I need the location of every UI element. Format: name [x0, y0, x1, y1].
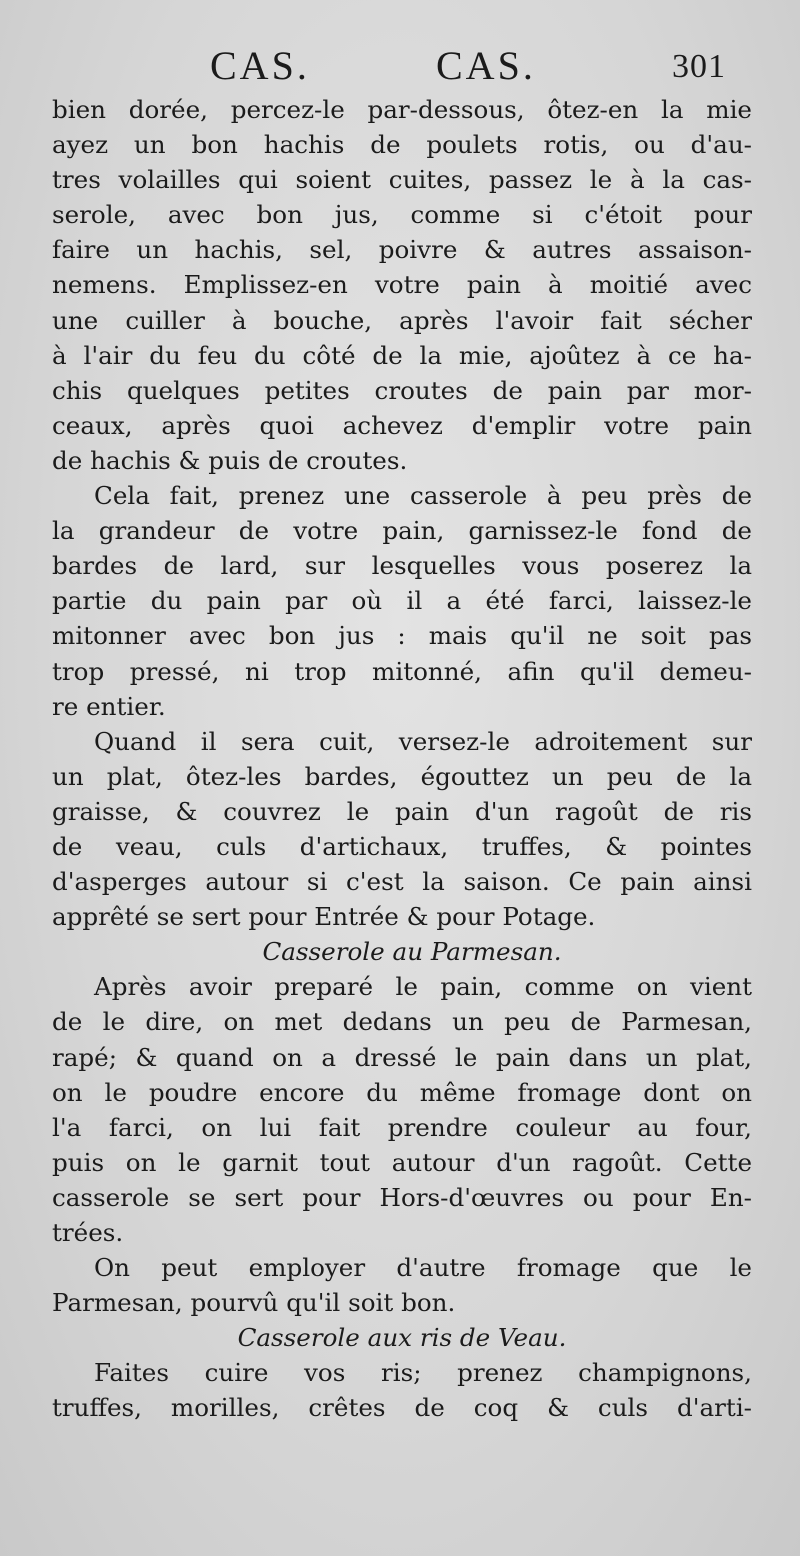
text-line: de le dire, on met dedans un peu de Parmesan, — [52, 1007, 752, 1037]
text-line: casserole se sert pour Hors-d'œuvres ou pour En- — [52, 1182, 752, 1212]
text-line: l'a farci, on lui fait prendre couleur au four, — [52, 1112, 752, 1142]
text-line: une cuiller à bouche, après l'avoir fait sécher — [52, 305, 752, 335]
text-line: partie du pain par où il a été farci, laissez-le — [52, 586, 752, 616]
text-line: mitonner avec bon jus : mais qu'il ne soit pas — [52, 621, 752, 651]
text-line: d'asperges autour si c'est la saison. Ce pain ainsi — [52, 867, 752, 897]
page-number: 301 — [672, 48, 726, 85]
header-left-word: CAS. — [210, 43, 310, 88]
text-line: nemens. Emplissez-en votre pain à moitié avec — [52, 270, 752, 300]
text-line: à l'air du feu du côté de la mie, ajoûtez à ce ha- — [52, 340, 752, 370]
text-line: un plat, ôtez-les bardes, égouttez un peu de la — [52, 761, 752, 791]
page-body-text — [52, 92, 752, 1426]
text-line: graisse, & couvrez le pain d'un ragoût de ris — [52, 796, 752, 826]
text-line: faire un hachis, sel, poivre & autres assaison- — [52, 235, 752, 265]
header-right-word: CAS. — [436, 43, 536, 88]
text-line: trop pressé, ni trop mitonné, afin qu'il demeu- — [52, 656, 752, 686]
text-line: apprêté se sert pour Entrée & pour Potage. — [52, 902, 596, 932]
text-line: ceaux, après quoi achevez d'emplir votre pain — [52, 410, 752, 440]
text-line: Parmesan, pourvû qu'il soit bon. — [52, 1288, 456, 1318]
section-title: Casserole aux ris de Veau. — [237, 1323, 567, 1353]
text-line: la grandeur de votre pain, garnissez-le fond de — [52, 516, 752, 546]
text-line: re entier. — [52, 691, 166, 721]
text-line: Faites cuire vos ris; prenez champignons, — [94, 1358, 752, 1388]
text-line: tres volailles qui soient cuites, passez le à la cas- — [52, 165, 752, 195]
section-title: Casserole au Parmesan. — [262, 937, 562, 967]
text-line: chis quelques petites croutes de pain par mor- — [52, 375, 752, 405]
text-line: puis on le garnit tout autour d'un ragoût. Cette — [52, 1147, 752, 1177]
text-line: de hachis & puis de croutes. — [52, 445, 408, 475]
text-line: Après avoir preparé le pain, comme on vient — [94, 972, 752, 1002]
text-line: bardes de lard, sur lesquelles vous poserez la — [52, 551, 752, 581]
text-line: rapé; & quand on a dressé le pain dans un plat, — [52, 1042, 752, 1072]
text-line: on le poudre encore du même fromage dont on — [52, 1077, 752, 1107]
text-line: truffes, morilles, crêtes de coq & culs d'arti- — [52, 1393, 752, 1423]
text-line: de veau, culs d'artichaux, truffes, & pointes — [52, 831, 752, 861]
text-line: Quand il sera cuit, versez-le adroitement sur — [94, 726, 752, 756]
text-line: Cela fait, prenez une casserole à peu près de — [94, 481, 752, 511]
text-line: ayez un bon hachis de poulets rotis, ou d'au- — [52, 130, 752, 160]
text-line: trées. — [52, 1218, 124, 1247]
text-line: serole, avec bon jus, comme si c'étoit pour — [52, 200, 752, 230]
text-line: On peut employer d'autre fromage que le — [94, 1253, 752, 1283]
text-line: bien dorée, percez-le par-dessous, ôtez-en la mie — [52, 95, 752, 124]
